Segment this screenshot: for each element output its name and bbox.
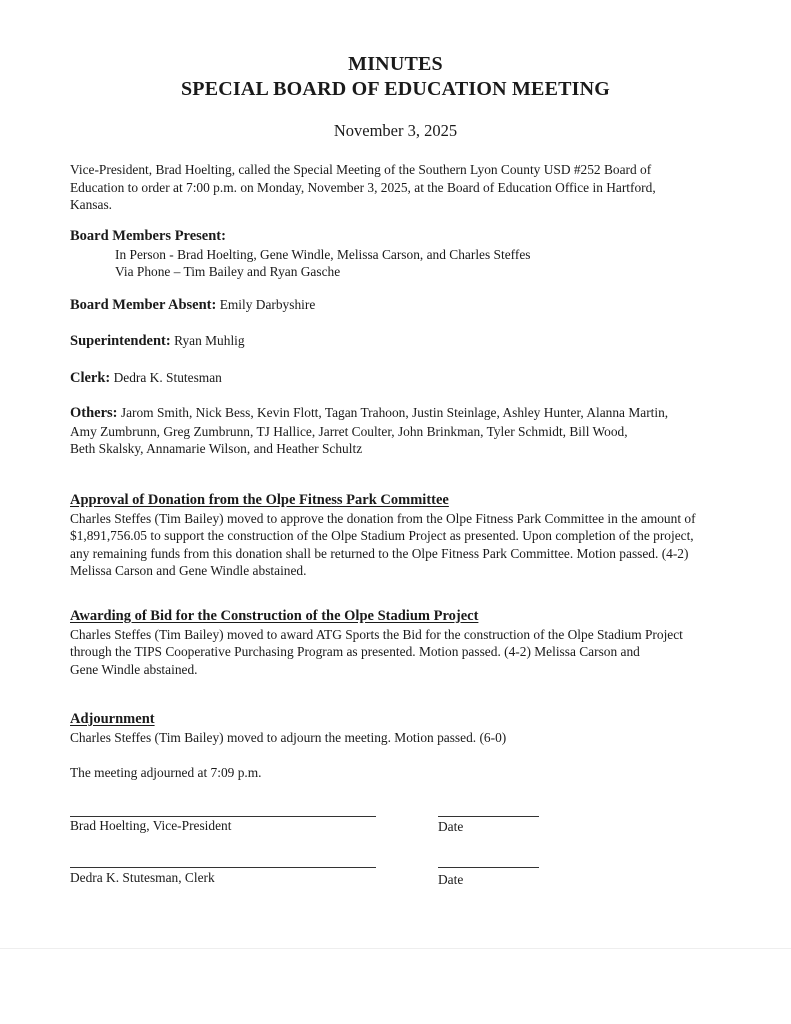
others-label: Others: bbox=[70, 405, 118, 421]
member-absent-label: Board Member Absent: bbox=[70, 297, 217, 313]
meeting-date: November 3, 2025 bbox=[333, 121, 458, 140]
clerk-value: Dedra K. Stutesman bbox=[113, 370, 222, 385]
adjournment-line: Charles Steffes (Tim Bailey) moved to adjourn the meeting. Motion passed. (6-0) bbox=[70, 729, 507, 745]
intro-line: Kansas. bbox=[70, 197, 113, 212]
donation-line: $1,891,756.05 to support the construction of the Olpe Stadium Project as presented. Upon completion of the project, bbox=[70, 528, 694, 543]
superintendent-value: Ryan Muhlig bbox=[174, 333, 245, 348]
signature-name-clerk: Dedra K. Stutesman, Clerk bbox=[70, 870, 215, 885]
member-absent-section bbox=[70, 296, 720, 315]
signature-date-label: Date bbox=[438, 819, 464, 834]
others-section bbox=[70, 404, 720, 458]
bid-line: Gene Windle abstained. bbox=[70, 661, 198, 677]
signature-name-vice-president: Brad Hoelting, Vice-President bbox=[70, 818, 232, 833]
intro-paragraph bbox=[70, 161, 720, 214]
others-line: Beth Skalsky, Annamarie Wilson, and Heather Schultz bbox=[70, 441, 363, 456]
page-footer-rule bbox=[0, 948, 791, 949]
clerk-label: Clerk: bbox=[70, 370, 111, 386]
superintendent-section bbox=[70, 332, 720, 351]
bid-line: through the TIPS Cooperative Purchasing Program as presented. Motion passed. (4-2) Melissa Carson and bbox=[70, 644, 640, 659]
donation-line: Charles Steffes (Tim Bailey) moved to approve the donation from the Olpe Fitness Park Committee in the amount of bbox=[70, 510, 696, 526]
donation-heading: Approval of Donation from the Olpe Fitness Park Committee bbox=[70, 492, 449, 508]
adjournment-section bbox=[70, 711, 720, 746]
others-line: Amy Zumbrunn, Greg Zumbrunn, TJ Hallice, Jarret Coulter, John Brinkman, Tyler Schmidt, Bill Wood, bbox=[70, 423, 628, 439]
bid-heading: Awarding of Bid for the Construction of the Olpe Stadium Project bbox=[70, 608, 479, 624]
members-in-person: In Person - Brad Hoelting, Gene Windle, Melissa Carson, and Charles Steffes bbox=[115, 246, 531, 262]
bid-line: Charles Steffes (Tim Bailey) moved to award ATG Sports the Bid for the construction of the Olpe Stadium Project bbox=[70, 626, 683, 642]
intro-line: Education to order at 7:00 p.m. on Monday, November 3, 2025, at the Board of Education Office in Hartford, bbox=[70, 179, 656, 195]
members-via-phone: Via Phone – Tim Bailey and Ryan Gasche bbox=[115, 264, 341, 279]
signature-date-label: Date bbox=[438, 872, 464, 887]
signature-line-vice-president bbox=[70, 816, 376, 817]
closing-section bbox=[70, 764, 720, 782]
members-present-label: Board Members Present: bbox=[70, 228, 226, 244]
closing-line: The meeting adjourned at 7:09 p.m. bbox=[70, 765, 262, 780]
date-line-clerk bbox=[438, 867, 539, 868]
document-subtitle: SPECIAL BOARD OF EDUCATION MEETING bbox=[180, 78, 611, 100]
clerk-section bbox=[70, 369, 720, 388]
member-absent-value: Emily Darbyshire bbox=[219, 297, 316, 312]
donation-section bbox=[70, 492, 720, 580]
members-present-section bbox=[70, 228, 720, 281]
adjournment-heading: Adjournment bbox=[70, 711, 155, 727]
others-line: Jarom Smith, Nick Bess, Kevin Flott, Tagan Trahoon, Justin Steinlage, Ashley Hunter, Alanna Martin, bbox=[120, 405, 669, 420]
bid-section bbox=[70, 608, 720, 678]
donation-line: any remaining funds from this donation shall be returned to the Olpe Fitness Park Committee. Motion passed. (4-2) bbox=[70, 545, 689, 561]
signature-line-clerk bbox=[70, 867, 376, 868]
document-title: MINUTES bbox=[348, 53, 443, 75]
donation-line: Melissa Carson and Gene Windle abstained. bbox=[70, 563, 307, 578]
intro-line: Vice-President, Brad Hoelting, called the Special Meeting of the Southern Lyon County USD #252 Board of bbox=[70, 162, 652, 177]
superintendent-label: Superintendent: bbox=[70, 333, 171, 349]
date-line-vice-president bbox=[438, 816, 539, 817]
